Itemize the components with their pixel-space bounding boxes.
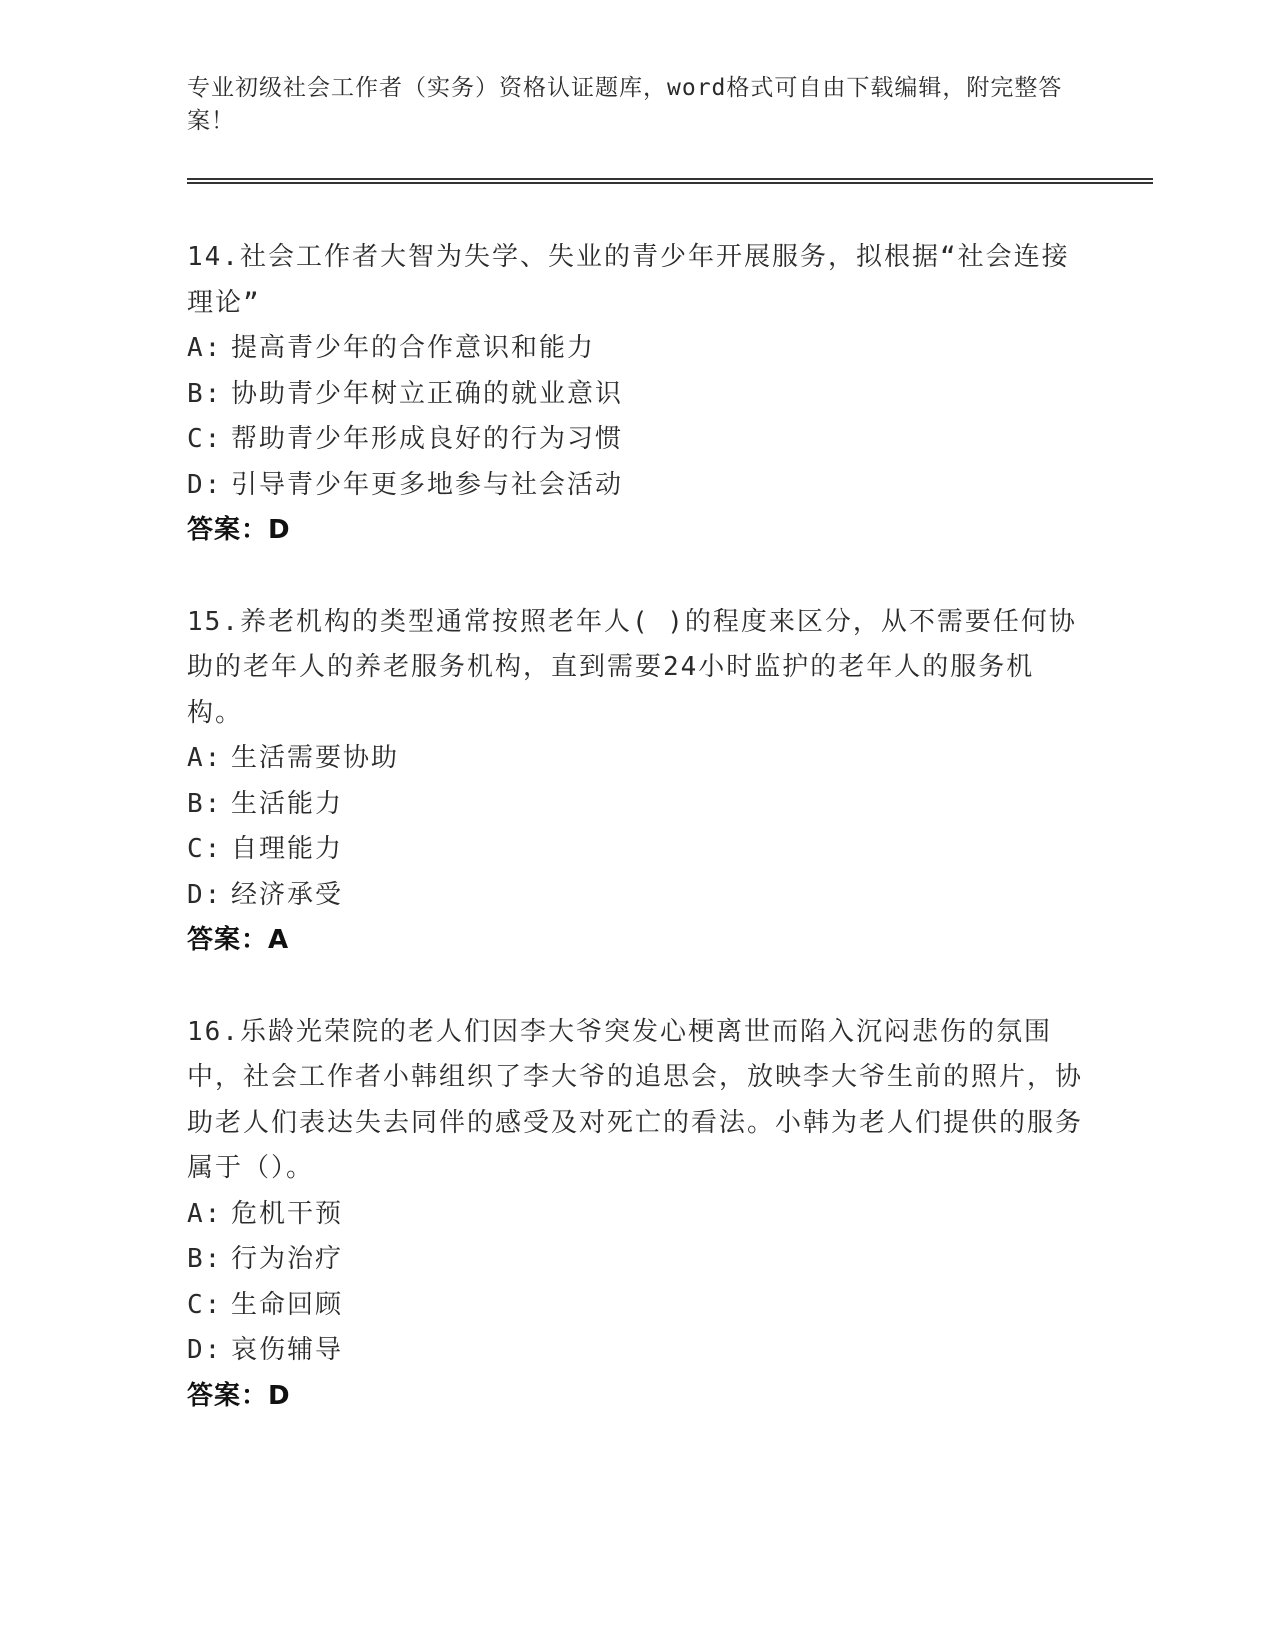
answer-line: 答案：A: [187, 925, 290, 955]
question-14: [187, 235, 1087, 554]
option-c: [187, 827, 1087, 873]
option-text: 危机干预: [231, 1198, 344, 1229]
question-stem: 15.养老机构的类型通常按照老年人( )的程度来区分，从不需要任何协助的老年人的养老服务机构，直到需要24小时监护的老年人的服务机构。: [187, 606, 1077, 728]
question-16: [187, 1010, 1087, 1420]
option-key: A:: [187, 333, 223, 363]
header-note: 专业初级社会工作者（实务）资格认证题库，word格式可自由下载编辑，附完整答案！: [187, 75, 1063, 134]
question-stem: 16.乐龄光荣院的老人们因李大爷突发心梗离世而陷入沉闷悲伤的氛围中，社会工作者小韩组织了李大爷的追思会，放映李大爷生前的照片，协助老人们表达失去同伴的感受及对死亡的看法。小韩为老人们提供的服务属于（）。: [187, 1016, 1084, 1183]
option-a: [187, 326, 1087, 372]
answer-line: 答案：D: [187, 515, 291, 545]
question-stem: 14.社会工作者大智为失学、失业的青少年开展服务，拟根据“社会连接理论”: [187, 242, 1070, 318]
option-key: D:: [187, 469, 223, 500]
option-a: [187, 736, 1087, 782]
option-b: [187, 372, 1087, 418]
question-15: [187, 600, 1087, 964]
option-text: 自理能力: [231, 834, 344, 864]
option-d: [187, 873, 1087, 919]
question-list: [187, 235, 1087, 1465]
option-text: 行为治疗: [231, 1244, 344, 1274]
option-text: 提高青少年的合作意识和能力: [231, 333, 596, 363]
option-key: A:: [187, 1198, 223, 1229]
option-key: C:: [187, 424, 223, 454]
option-a: [187, 1192, 1087, 1238]
option-b: [187, 782, 1087, 828]
option-b: [187, 1237, 1087, 1283]
option-key: C:: [187, 1289, 223, 1320]
option-text: 经济承受: [231, 879, 344, 910]
option-text: 引导青少年更多地参与社会活动: [231, 469, 624, 500]
option-key: D:: [187, 879, 223, 910]
option-text: 哀伤辅导: [231, 1335, 344, 1365]
header-double-rule: [187, 178, 1153, 184]
option-text: 生活需要协助: [231, 743, 400, 773]
option-key: B:: [187, 788, 223, 819]
option-key: B:: [187, 378, 223, 409]
option-key: C:: [187, 834, 223, 864]
option-key: B:: [187, 1244, 223, 1274]
option-text: 帮助青少年形成良好的行为习惯: [231, 424, 624, 454]
option-text: 生命回顾: [231, 1289, 344, 1320]
option-text: 生活能力: [231, 788, 344, 819]
option-d: [187, 463, 1087, 509]
option-text: 协助青少年树立正确的就业意识: [231, 378, 624, 409]
option-c: [187, 1283, 1087, 1329]
option-key: A:: [187, 743, 223, 773]
option-key: D:: [187, 1335, 223, 1365]
answer-line: 答案：D: [187, 1380, 291, 1411]
option-d: [187, 1328, 1087, 1374]
option-c: [187, 417, 1087, 463]
